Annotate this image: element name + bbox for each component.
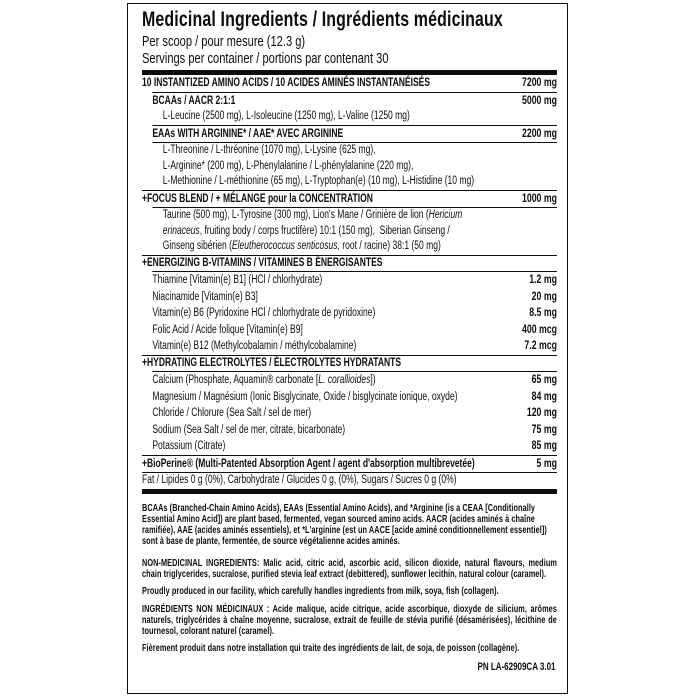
ingredient-amount: 84 mg [531, 388, 557, 403]
table-row [142, 255, 557, 272]
text-segment: Calcium (Phosphate, Aquamin® carbonate [ [152, 374, 319, 386]
ingredient-text-line [163, 224, 557, 240]
ingredient-text-line: +BioPerine® (Multi-Patented Absorption Agent / agent d'absorption multibrevetée) [142, 457, 475, 470]
ingredient-text-line: Magnesium / Magnésium (Ionic Bisglycinate, Oxide / bisglycinate ionique, oxyde) [152, 390, 458, 403]
table-row [142, 322, 557, 339]
ingredient-name [152, 373, 525, 389]
ingredient-amount: 120 mg [526, 405, 557, 419]
ingredient-text-line: L-Leucine (2500 mg), L-Isoleucine (1250 mg), L-Valine (1250 mg) [162, 110, 410, 122]
thick-divider-bottom [142, 489, 557, 494]
table-row [142, 289, 557, 306]
part-number: PN LA-62909CA 3.01 [477, 660, 556, 673]
ingredient-text-line: +ENERGIZING B-VITAMINS / VITAMINES B ÉNERGISANTES [142, 256, 383, 269]
table-row [142, 405, 557, 422]
ingredient-text-line: Chloride / Chlorure (Sea Salt / sel de mer) [152, 407, 312, 419]
ingredient-text-line: BCAAs / AACR 2:1:1 [152, 94, 236, 107]
ingredient-amount: 2200 mg [521, 125, 557, 140]
table-row [142, 438, 557, 455]
text-segment: , fruiting body / corps fructifère) 10:1 (150 mg), Siberian Ginseng / [199, 224, 450, 237]
panel-title: Medicinal Ingredients / Ingrédients médicinaux [142, 7, 503, 31]
ingredient-amount: 7200 mg [521, 75, 557, 89]
ingredient-name [142, 473, 557, 489]
ingredient-name [152, 127, 516, 143]
table-row [142, 305, 557, 322]
ingredient-text-line [163, 239, 557, 255]
table-row [142, 190, 557, 208]
ingredient-amount: 65 mg [531, 372, 557, 386]
ingredients-table [142, 75, 557, 489]
ingredient-name [142, 192, 516, 208]
text-segment: ]) [370, 374, 376, 386]
ingredient-text-line: 10 INSTANTIZED AMINO ACIDS / 10 ACIDES AMINÉS INSTANTANÉISÉS [142, 77, 431, 89]
table-row [142, 422, 557, 439]
footnote-paragraph: NON-MEDICINAL INGREDIENTS: Malic acid, citric acid, ascorbic acid, silicon dioxide, natural flavours, medium chain triglycerides, sucralose, purified stevia leaf extract (debittered), sunflower lecithin, natural colour (caramel). [142, 557, 557, 580]
footnotes-section [142, 503, 557, 655]
ingredient-name [142, 423, 526, 439]
ingredient-amount: 5 mg [536, 455, 557, 470]
ingredient-text-line: Sodium (Sea Salt / sel de mer, citrate, bicarbonate) [152, 423, 346, 436]
table-row [152, 207, 557, 255]
ingredient-text-line: Niacinamide [Vitamin(e) B3] [152, 290, 258, 303]
table-row [142, 472, 557, 489]
panel-content [142, 8, 557, 673]
ingredient-name [142, 323, 516, 339]
ingredient-text-line: Vitamin(e) B6 (Pyridoxine HCl / chlorhydrate de pyridoxine) [152, 307, 376, 319]
ingredient-name [152, 273, 523, 289]
ingredient-amount: 7.2 mcg [524, 338, 557, 352]
table-row [142, 389, 557, 406]
ingredient-text-line [152, 373, 525, 389]
table-row [152, 92, 557, 110]
ingredient-name [142, 290, 526, 306]
ingredient-text-line: EAAs WITH ARGININE* / AAE* AVEC ARGININE [152, 127, 344, 140]
table-row [152, 271, 557, 289]
table-row [142, 455, 557, 473]
ingredient-name [142, 256, 557, 272]
text-segment: , root / racine) 38:1 (50 mg) [337, 240, 441, 252]
table-row [152, 125, 557, 143]
ingredient-name [152, 208, 557, 255]
ingredient-text-line: L-Threonine / L-thréonine (1070 mg), L-Lysine (625 mg), [162, 144, 376, 156]
table-row [142, 75, 557, 92]
latin-name-italic: Hericium [428, 209, 463, 221]
footnote-paragraph: BCAAs (Branched-Chain Amino Acids), EAAs (Essential Amino Acids), and *Arginine (is a CEAA [Conditionally Essential Amino Acid]) are plant based, fermented, vegan sourced amino acids. AACR (acides aminés à chaîne ramifiée), AAE (acides aminés essentiels), et *L'arginine (est un AACE [acide aminé conditionnellement essentiel]) sont à base de plante, fermentée, de source végétalienne acides aminés. [142, 502, 547, 548]
ingredient-name [142, 406, 521, 422]
ingredient-name [142, 356, 557, 372]
ingredient-text-line: Fat / Lipides 0 g (0%), Carbohydrate / Glucides 0 g, (0%), Sugars / Sucres 0 g (0%) [142, 474, 457, 486]
table-row [142, 355, 557, 372]
ingredient-amount: 85 mg [531, 438, 557, 452]
ingredient-amount: 5000 mg [521, 92, 557, 107]
ingredient-name [142, 457, 531, 473]
ingredient-name [152, 94, 516, 110]
ingredient-amount: 1000 mg [521, 190, 557, 205]
ingredient-name [142, 339, 518, 355]
ingredient-name [142, 439, 526, 455]
ingredient-amount: 400 mcg [521, 321, 557, 336]
latin-name-italic: L. corallioides [318, 374, 371, 386]
ingredient-amount: 75 mg [531, 421, 557, 436]
ingredient-text-line: L-Methionine / L-méthionine (65 mg), L-Tryptophan(e) (10 mg), L-Histidine (10 mg) [162, 175, 475, 187]
text-segment: Taurine (500 mg), L-Tyrosine (300 mg), Lion's Mane / Grinière de lion ( [162, 209, 429, 221]
ingredient-text-line: L-Arginine* (200 mg), L-Phenylalanine / L-phénylalanine (220 mg), [162, 159, 414, 172]
ingredient-text-line: Vitamin(e) B12 (Methylcobalamin / méthylcobalamine) [152, 340, 357, 352]
table-row [152, 142, 557, 190]
table-row [142, 338, 557, 355]
serving-size-line: Per scoop / pour mesure (12.3 g) [142, 33, 306, 50]
ingredient-name [142, 306, 523, 322]
footnote-paragraph: INGRÉDIENTS NON MÉDICINAUX : Acide malique, acide citrique, acide ascorbique, dioxyde de silicium, arômes naturels, triglycérides à chaîne moyenne, sucralose, extrait de feuille de stévia purifié (désamérisées), lécithine de tournesol, colorant naturel (caramel). [142, 603, 557, 638]
servings-per-container-line: Servings per container / portions par contenant 30 [142, 50, 389, 67]
ingredient-amount: 20 mg [531, 288, 557, 303]
ingredient-text-line: Folic Acid / Acide folique [Vitamin(e) B9] [152, 323, 303, 336]
ingredient-name [152, 143, 557, 190]
ingredient-text-line: Potassium (Citrate) [152, 440, 226, 452]
table-row [142, 109, 557, 125]
ingredient-text-line: Thiamine [Vitamin(e) B1] (HCl / chlorhydrate) [152, 274, 323, 286]
table-row [152, 371, 557, 389]
ingredient-text-line [163, 208, 557, 224]
footnote-paragraph: Proudly produced in our facility, which carefully handles ingredients from milk, soya, fish (collagen). [142, 586, 499, 598]
ingredient-name [142, 76, 516, 92]
ingredient-name [142, 390, 526, 406]
supplement-facts-panel [127, 3, 568, 694]
ingredient-amount: 8.5 mg [529, 305, 557, 319]
ingredient-text-line: +HYDRATING ELECTROLYTES / ÉLECTROLYTES HYDRATANTS [142, 356, 402, 369]
footnote-paragraph: Fièrement produit dans notre installation qui traite des ingrédients de lait, de soja, de poisson (collagène). [142, 643, 520, 655]
latin-name-italic: Eleutherococcus senticosus [231, 240, 338, 252]
ingredient-text-line: +FOCUS BLEND / + MÉLANGE pour la CONCENTRATION [142, 192, 373, 205]
ingredient-amount: 1.2 mg [529, 272, 557, 286]
ingredient-name [142, 109, 557, 125]
text-segment: Ginseng sibérien ( [162, 240, 232, 252]
latin-name-italic: erinaceus [162, 224, 200, 237]
